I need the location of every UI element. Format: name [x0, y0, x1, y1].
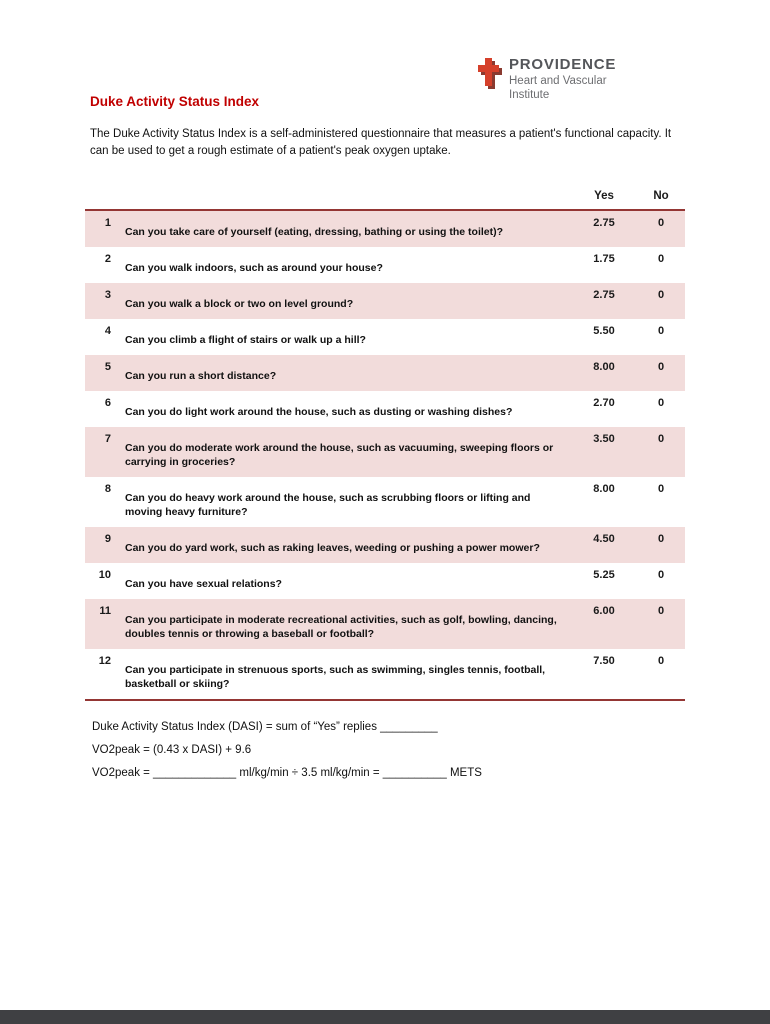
- no-value: 0: [657, 605, 665, 617]
- question-number: 3: [104, 289, 111, 301]
- yes-value: 2.75: [593, 217, 615, 229]
- column-header-yes: Yes: [594, 190, 614, 202]
- question-text: Can you participate in strenuous sports, such as swimming, singles tennis, football, basketball or skiing?: [125, 664, 546, 690]
- table-row: [85, 283, 685, 319]
- yes-value: 8.00: [593, 483, 615, 495]
- question-number: 12: [98, 655, 111, 667]
- table-row: [85, 527, 685, 563]
- yes-value: 5.50: [593, 325, 615, 337]
- question-number: 8: [104, 483, 111, 495]
- formula-section: [92, 720, 482, 789]
- question-number: 2: [104, 253, 111, 265]
- question-number: 6: [104, 397, 111, 409]
- table-body: [85, 209, 685, 701]
- question-text: Can you have sexual relations?: [125, 578, 282, 590]
- no-value: 0: [657, 569, 665, 581]
- question-text: Can you walk indoors, such as around your house?: [125, 262, 383, 274]
- providence-logo: [478, 57, 616, 102]
- question-number: 7: [104, 433, 111, 445]
- page-title: Duke Activity Status Index: [90, 94, 260, 109]
- question-number: 11: [99, 605, 111, 617]
- yes-value: 7.50: [593, 655, 615, 667]
- question-text: Can you do yard work, such as raking leaves, weeding or pushing a power mower?: [125, 542, 540, 554]
- yes-value: 3.50: [593, 433, 615, 445]
- logo-subtitle-line2: Institute: [509, 89, 550, 101]
- question-text: Can you do light work around the house, such as dusting or washing dishes?: [125, 406, 513, 418]
- question-text: Can you climb a flight of stairs or walk up a hill?: [125, 334, 366, 346]
- no-value: 0: [657, 289, 665, 301]
- question-text: Can you take care of yourself (eating, dressing, bathing or using the toilet)?: [125, 226, 504, 238]
- question-text: Can you do moderate work around the house, such as vacuuming, sweeping floors or carrying in groceries?: [125, 442, 554, 468]
- no-value: 0: [657, 483, 665, 495]
- question-text: Can you do heavy work around the house, such as scrubbing floors or lifting and moving heavy furniture?: [125, 492, 531, 518]
- table-header-row: [85, 190, 685, 209]
- dasi-sum-line: Duke Activity Status Index (DASI) = sum of “Yes” replies _________: [92, 721, 438, 733]
- table-row: [85, 319, 685, 355]
- yes-value: 1.75: [593, 253, 615, 265]
- no-value: 0: [657, 253, 665, 265]
- question-number: 1: [104, 217, 111, 229]
- viewer-bottom-bar: [0, 1010, 770, 1024]
- yes-value: 6.00: [593, 605, 615, 617]
- table-row: [85, 563, 685, 599]
- question-number: 9: [104, 533, 111, 545]
- question-number: 4: [104, 325, 111, 337]
- no-value: 0: [657, 655, 665, 667]
- table-row: [85, 599, 685, 649]
- table-row: [85, 649, 685, 699]
- table-row: [85, 355, 685, 391]
- question-text: Can you participate in moderate recreational activities, such as golf, bowling, dancing, doubles tennis or throwing a baseball or football?: [125, 614, 557, 640]
- table-row: [85, 247, 685, 283]
- yes-value: 2.70: [593, 397, 615, 409]
- no-value: 0: [657, 325, 665, 337]
- yes-value: 2.75: [593, 289, 615, 301]
- yes-value: 4.50: [593, 533, 615, 545]
- table-row: [85, 211, 685, 247]
- no-value: 0: [657, 533, 665, 545]
- intro-paragraph: The Duke Activity Status Index is a self-administered questionnaire that measures a patient's functional capacity. It can be used to get a rough estimate of a patient's peak oxygen uptake.: [90, 128, 672, 157]
- vo2-calculation-line: VO2peak = _____________ ml/kg/min ÷ 3.5 ml/kg/min = __________ METS: [92, 767, 482, 779]
- logo-wordmark: PROVIDENCE: [509, 56, 617, 73]
- yes-value: 8.00: [593, 361, 615, 373]
- no-value: 0: [657, 433, 665, 445]
- question-text: Can you run a short distance?: [125, 370, 277, 382]
- no-value: 0: [657, 217, 665, 229]
- logo-subtitle-line1: Heart and Vascular: [509, 75, 607, 87]
- question-text: Can you walk a block or two on level ground?: [125, 298, 354, 310]
- no-value: 0: [657, 361, 665, 373]
- providence-cross-icon: [478, 57, 502, 96]
- table-row: [85, 477, 685, 527]
- vo2-formula-line: VO2peak = (0.43 x DASI) + 9.6: [92, 744, 252, 756]
- column-header-no: No: [653, 190, 669, 202]
- logo-text: [509, 57, 616, 102]
- questionnaire-table: [85, 190, 685, 701]
- question-number: 5: [104, 361, 111, 373]
- no-value: 0: [657, 397, 665, 409]
- yes-value: 5.25: [593, 569, 615, 581]
- table-row: [85, 391, 685, 427]
- question-number: 10: [98, 569, 111, 581]
- table-row: [85, 427, 685, 477]
